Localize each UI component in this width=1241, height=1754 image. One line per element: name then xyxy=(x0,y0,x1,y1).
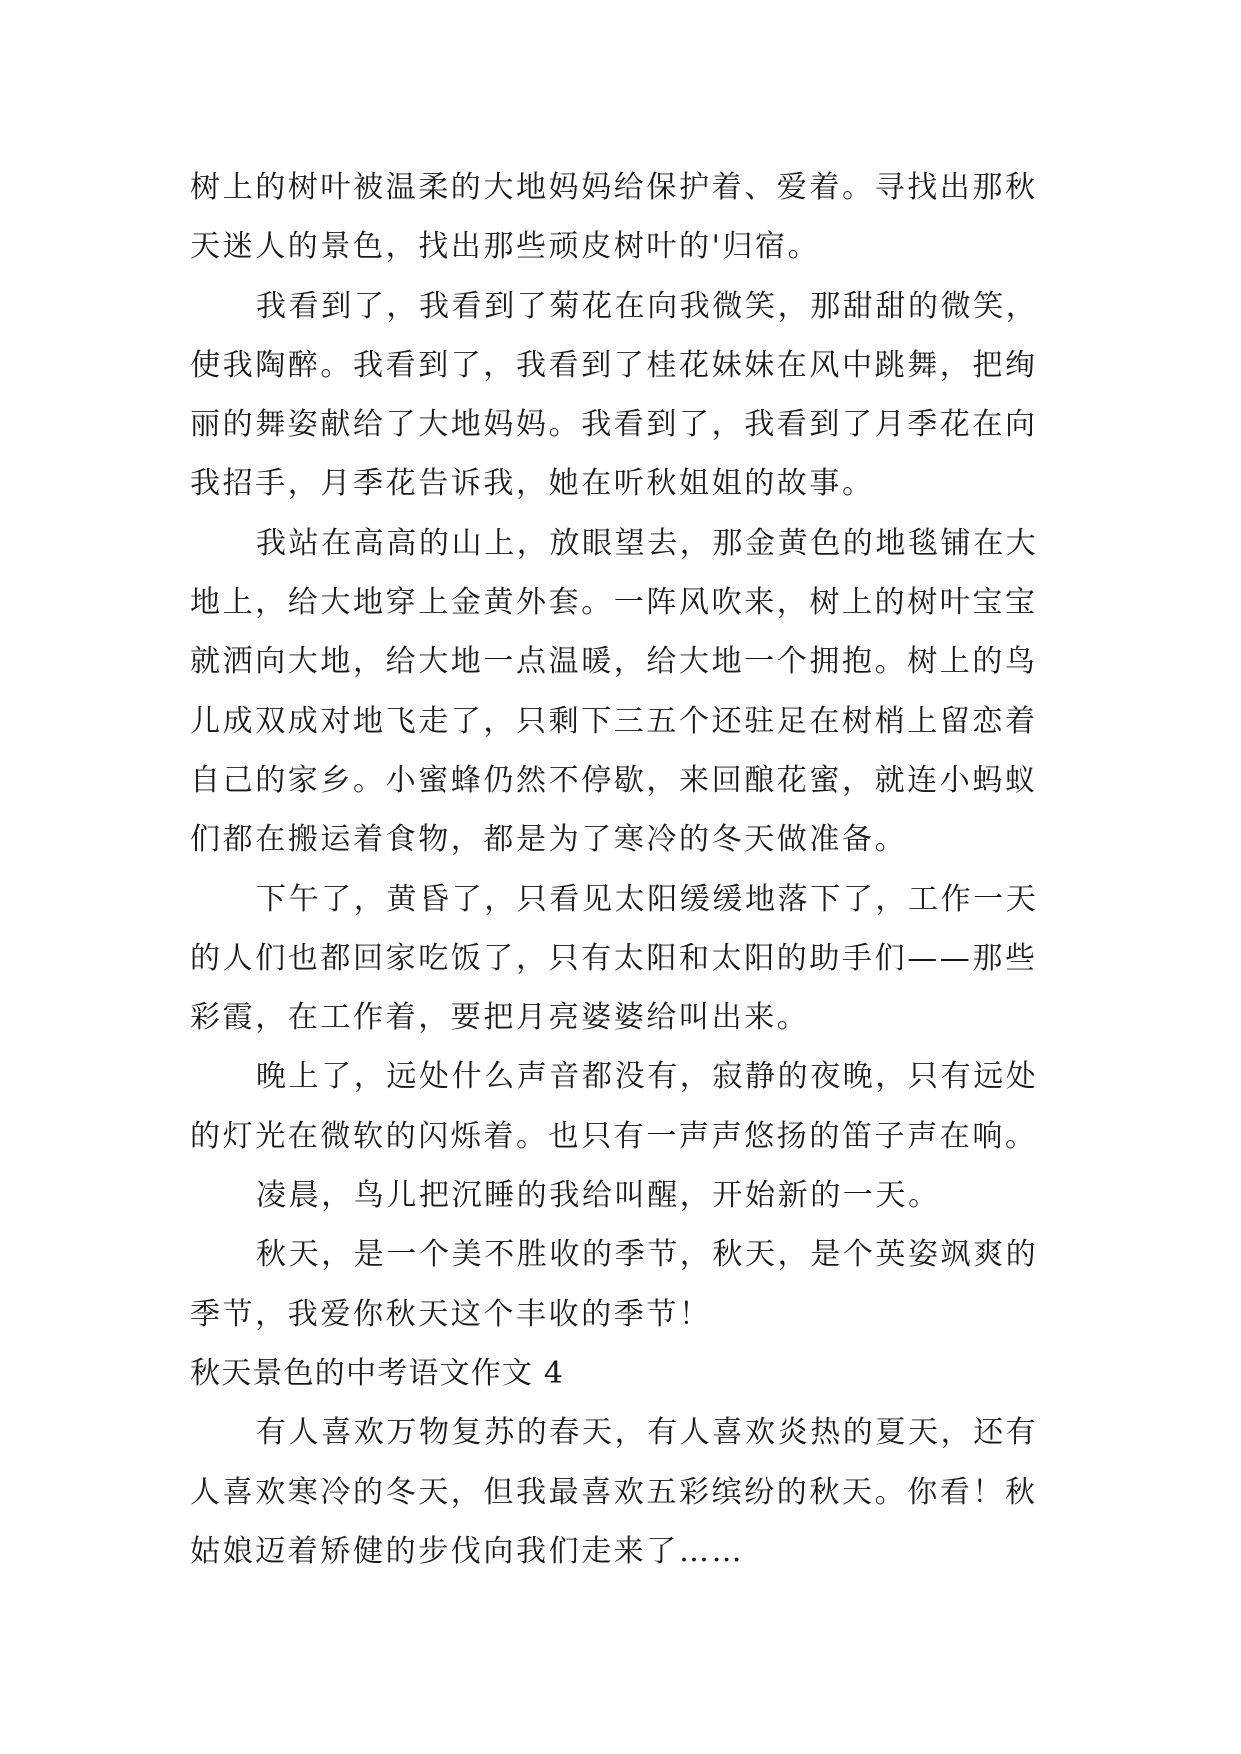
paragraph-start-line: 有人喜欢万物复苏的春天，有人喜欢炎热的夏天，还有 xyxy=(256,1415,1039,1451)
section-heading: 秋天景色的中考语文作文 4 xyxy=(190,1355,565,1391)
paragraph-start-line: 秋天，是一个美不胜收的季节，秋天，是个英姿飒爽的 xyxy=(256,1237,1039,1273)
paragraph-start-line: 晚上了，远处什么声音都没有，寂静的夜晚，只有远处 xyxy=(256,1059,1039,1095)
text-line: 姑娘迈着矫健的步伐向我们走来了…… xyxy=(190,1533,745,1569)
paragraph-start-line: 我看到了，我看到了菊花在向我微笑，那甜甜的微笑， xyxy=(256,288,1039,324)
text-line: 的人们也都回家吃饭了，只有太阳和太阳的助手们——那些 xyxy=(190,940,1038,976)
text-line: 们都在搬运着食物，都是为了寒冷的冬天做准备。 xyxy=(190,822,908,858)
text-line: 自己的家乡。小蜜蜂仍然不停歇，来回酿花蜜，就连小蚂蚁 xyxy=(190,762,1038,798)
text-line: 树上的树叶被温柔的大地妈妈给保护着、爱着。寻找出那秋 xyxy=(190,170,1038,205)
text-line: 就洒向大地，给大地一点温暖，给大地一个拥抱。树上的鸟 xyxy=(190,644,1038,680)
text-line: 天迷人的景色，找出那些顽皮树叶的'归宿。 xyxy=(190,229,821,265)
paragraph-start-line: 我站在高高的山上，放眼望去，那金黄色的地毯铺在大 xyxy=(256,525,1039,561)
text-line: 季节，我爱你秋天这个丰收的季节！ xyxy=(190,1296,712,1332)
text-line: 彩霞，在工作着，要把月亮婆婆给叫出来。 xyxy=(190,1000,810,1036)
paragraph-start-line: 下午了，黄昏了，只看见太阳缓缓地落下了，工作一天 xyxy=(256,881,1039,917)
text-line: 我招手，月季花告诉我，她在听秋姐姐的故事。 xyxy=(190,466,875,502)
text-line: 使我陶醉。我看到了，我看到了桂花妹妹在风中跳舞，把绚 xyxy=(190,347,1038,383)
text-line: 儿成双成对地飞走了，只剩下三五个还驻足在树梢上留恋着 xyxy=(190,703,1038,739)
text-line: 地上，给大地穿上金黄外套。一阵风吹来，树上的树叶宝宝 xyxy=(190,585,1038,621)
text-line: 人喜欢寒冷的冬天，但我最喜欢五彩缤纷的秋天。你看！秋 xyxy=(190,1474,1038,1510)
text-line: 丽的舞姿献给了大地妈妈。我看到了，我看到了月季花在向 xyxy=(190,407,1038,443)
essay-text xyxy=(190,158,1070,1581)
text-line: 的灯光在微软的闪烁着。也只有一声声悠扬的笛子声在响。 xyxy=(190,1118,1038,1154)
paragraph-start-line: 凌晨，鸟儿把沉睡的我给叫醒，开始新的一天。 xyxy=(256,1178,941,1214)
